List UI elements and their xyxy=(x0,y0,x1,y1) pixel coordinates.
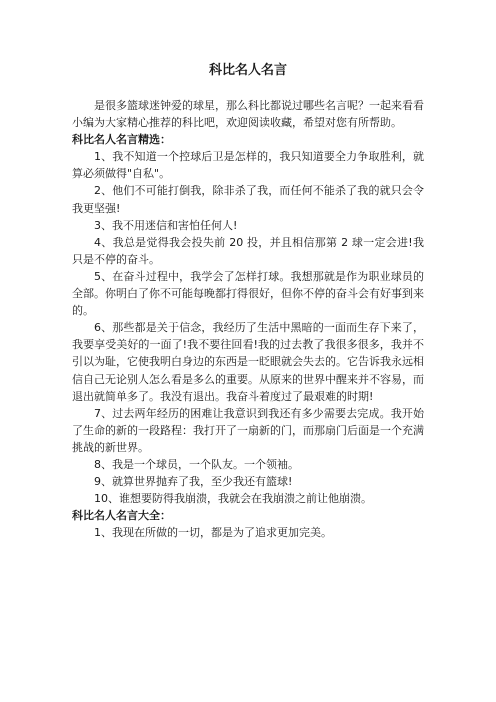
quote-item: 6、那些都是关于信念，我经历了生活中黑暗的一面而生存下来了，我要享受美好的一面了!我不要往回看!我的过去教了我很多很多，我并不引以为耻，它使我明白身边的东西是一眨眼就会失去的。它告诉我永远相信自己无论别人怎么看是多么的重要。从原来的世界中醒来并不容易，而退出就简单多了。我没有退出。我奋斗着度过了最艰难的时期! xyxy=(72,321,424,403)
document-title: 科比名人名言 xyxy=(208,63,287,78)
quote-item: 1、我现在所做的一切，都是为了追求更加完美。 xyxy=(94,526,332,540)
document-body xyxy=(72,97,424,541)
quote-item: 2、他们不可能打倒我，除非杀了我，而任何不能杀了我的就只会令我更坚强! xyxy=(72,184,424,215)
quote-item: 8、我是一个球员，一个队友。一个领袖。 xyxy=(94,457,299,471)
section-heading-complete: 科比名人名言大全： xyxy=(72,509,171,523)
quote-item: 7、过去两年经历的困难让我意识到我还有多少需要去完成。我开始了生命的新的一段路程：我打开了一扇新的门，而那扇门后面是一个充满挑战的新世界。 xyxy=(72,406,424,454)
quote-item: 9、就算世界抛弃了我，至少我还有篮球! xyxy=(94,475,293,489)
intro-paragraph: 是很多篮球迷钟爱的球星，那么科比都说过哪些名言呢？一起来看看小编为大家精心推荐的科比吧，欢迎阅读收藏，希望对您有所帮助。 xyxy=(72,99,424,130)
quote-item: 10、谁想要防得我崩溃，我就会在我崩溃之前让他崩溃。 xyxy=(94,492,372,506)
quote-item: 1、我不知道一个控球后卫是怎样的，我只知道要全力争取胜利，就算必须做得"自私"。 xyxy=(72,150,424,181)
quote-item: 5、在奋斗过程中，我学会了怎样打球。我想那就是作为职业球员的全部。你明白了你不可能每晚都打得很好，但你不停的奋斗会有好事到来的。 xyxy=(72,269,424,318)
section-heading-selected: 科比名人名言精选： xyxy=(72,133,171,147)
quote-item: 4、我总是觉得我会投失前 20 投，并且相信那第 2 球一定会进!我只是不停的奋斗。 xyxy=(72,235,424,266)
quote-item: 3、我不用迷信和害怕任何人! xyxy=(94,218,238,232)
